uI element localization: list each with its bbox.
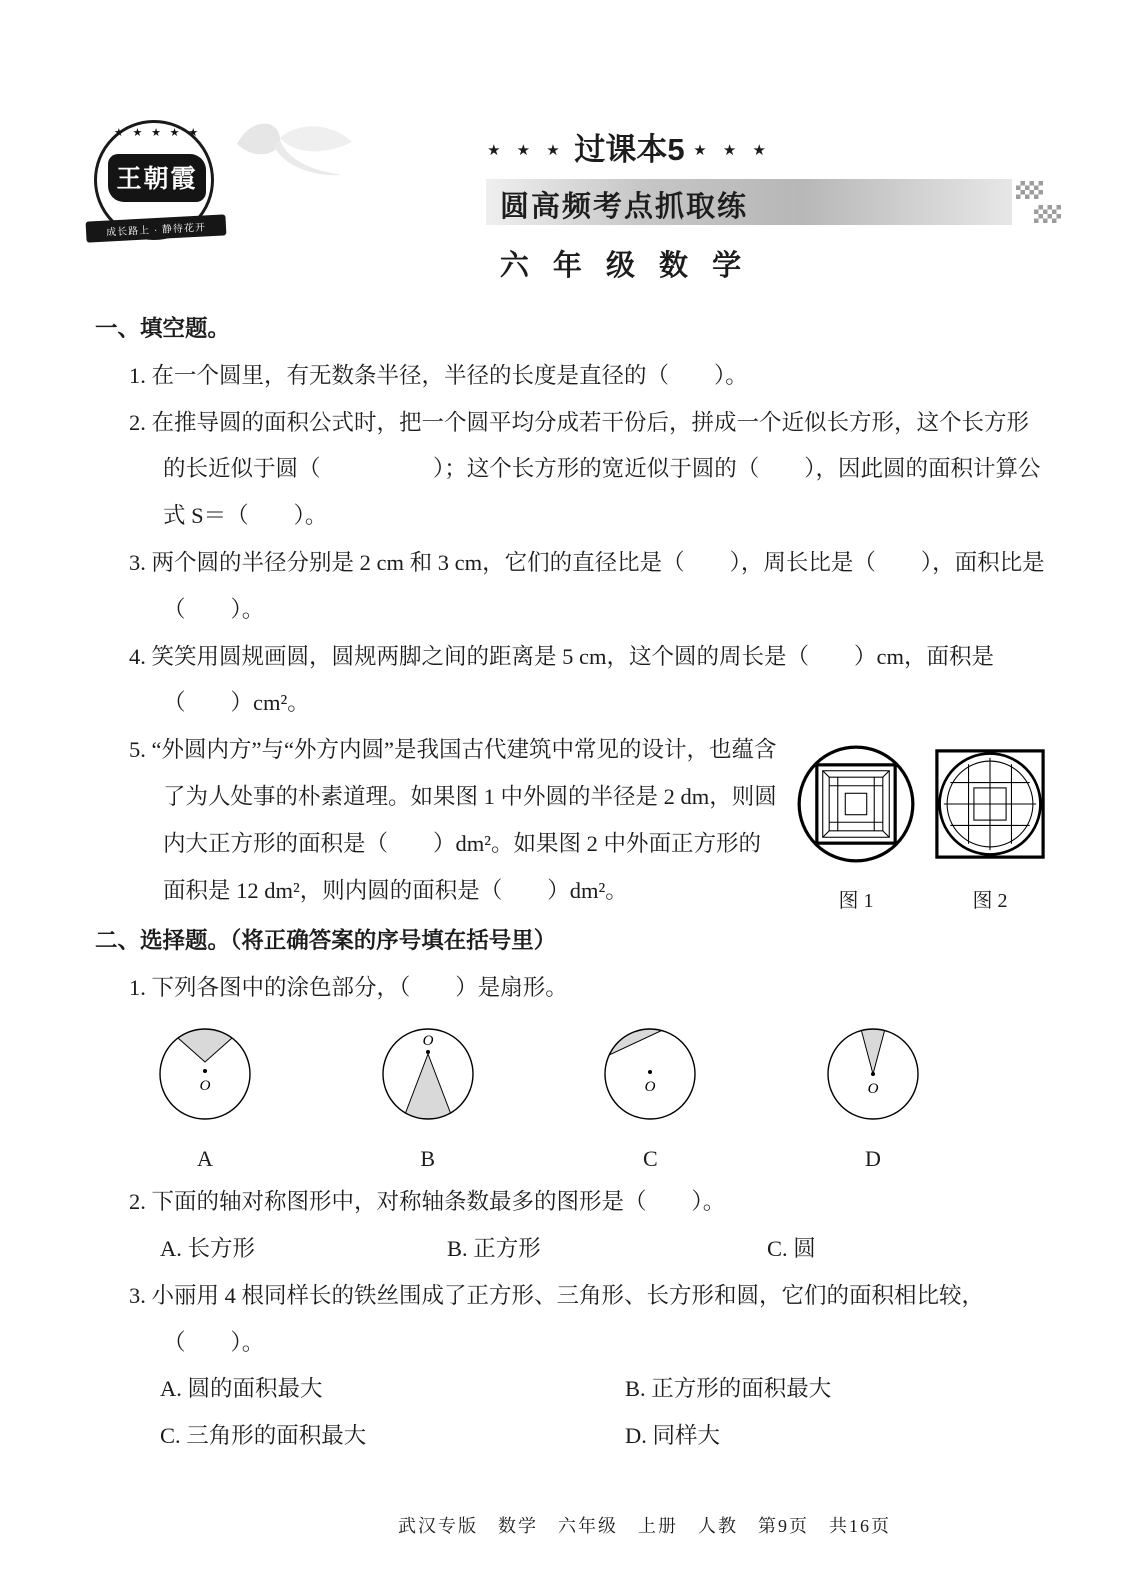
title-stars-left-icon: ★ ★ ★ xyxy=(487,142,566,159)
q3-option-c: C. 三角形的面积最大 xyxy=(160,1423,367,1449)
option-c-label: C xyxy=(642,1146,658,1172)
figure-1-block xyxy=(797,745,915,914)
banner-row xyxy=(0,179,1139,227)
fill-item-4: 4. 笑笑用圆规画圆，圆规两脚之间的距离是 5 cm，这个圆的周长是（ ）cm，面积是（ ）cm²。 xyxy=(129,643,994,716)
checker-decoration-icon xyxy=(1016,181,1043,199)
center-label: O xyxy=(422,1032,434,1049)
fill-item-5 xyxy=(129,727,1049,914)
logo-brand-name: 王朝霞 xyxy=(108,154,206,202)
choice-q3-text: 3. 小丽用 4 根同样长的铁丝围成了正方形、三角形、长方形和圆，它们的面积相比较，（ ）。 xyxy=(129,1282,985,1355)
q2-option-c: C. 圆 xyxy=(767,1235,816,1261)
q3-option-b: B. 正方形的面积最大 xyxy=(625,1376,832,1402)
center-dot-icon xyxy=(203,1069,207,1073)
square-outside-circle-inside-figure xyxy=(931,745,1049,863)
circle-d-figure xyxy=(823,1024,923,1124)
banner-title: 圆高频考点抓取练 xyxy=(486,179,1012,225)
page-footer: 武汉专版 数学 六年级 上册 人教 第9页 共16页 xyxy=(398,1516,891,1536)
center-dot-icon xyxy=(426,1050,430,1054)
center-label: O xyxy=(199,1077,211,1094)
circle-option-c xyxy=(598,1024,702,1176)
fill-item-3: 3. 两个圆的半径分别是 2 cm 和 3 cm，它们的直径比是（ ），周长比是（ ），面积比是（ ）。 xyxy=(129,549,1045,622)
figure-2-block xyxy=(931,745,1049,914)
choice-q2-options xyxy=(160,1226,1049,1273)
center-dot-icon xyxy=(871,1072,875,1076)
circle-option-a xyxy=(153,1024,257,1176)
choice-q2-text: 2. 下面的轴对称图形中，对称轴条数最多的图形是（ ）。 xyxy=(129,1189,726,1215)
item-5-figures xyxy=(797,745,1049,914)
center-label: O xyxy=(644,1078,656,1095)
figure-2-label: 图 2 xyxy=(972,889,1008,912)
fill-item-5-text: 5. “外圆内方”与“外方内圆”是我国古代建筑中常见的设计，也蕴含了为人处事的朴素道理。如果图 1 中外圆的半径是 2 dm，则圆内大正方形的面积是（ ）dm²。如果图 2 中外面正方形的面积是 12 dm²，则内圆的面积是（ ）dm²。 xyxy=(129,737,777,903)
title-stars-right-icon: ★ ★ ★ xyxy=(693,142,772,159)
option-d-label: D xyxy=(865,1146,881,1172)
option-b-label: B xyxy=(420,1146,435,1172)
ribbon-decoration-icon xyxy=(212,112,382,187)
page-title-text: 过课本5 xyxy=(574,132,685,167)
circle-b-figure xyxy=(378,1024,478,1124)
q3-option-a: A. 圆的面积最大 xyxy=(160,1376,323,1402)
section-2-heading: 二、选择题。（将正确答案的序号填在括号里） xyxy=(95,927,557,953)
circle-a-figure xyxy=(155,1024,255,1124)
figure-1-label: 图 1 xyxy=(838,889,874,912)
circle-option-d xyxy=(821,1024,925,1176)
option-a-label: A xyxy=(197,1146,213,1172)
center-label: O xyxy=(867,1080,879,1097)
logo-slogan: 成长路上 · 静待花开 xyxy=(86,214,227,242)
circle-c-figure xyxy=(600,1024,700,1124)
checker-decoration-icon xyxy=(1034,205,1061,223)
worksheet-content xyxy=(0,284,1139,1460)
fill-item-2: 2. 在推导圆的面积公式时，把一个圆平均分成若干份后，拼成一个近似长方形，这个长方形的长近似于圆（ ）；这个长方形的宽近似于圆的（ ），因此圆的面积计算公式 S＝（ ）。 xyxy=(129,409,1041,529)
center-dot-icon xyxy=(648,1070,652,1074)
section-1-heading: 一、填空题。 xyxy=(95,316,231,341)
logo-stars-icon: ★ ★ ★ ★ ★ xyxy=(113,127,202,139)
q2-option-a: A. 长方形 xyxy=(160,1235,255,1261)
circle-outside-square-inside-figure xyxy=(797,745,915,863)
choice-q1-text: 1. 下列各图中的涂色部分，（ ）是扇形。 xyxy=(129,974,568,1000)
grade-subject-title: 六 年 级 数 学 xyxy=(499,250,750,282)
choice-q1-figures xyxy=(153,1024,925,1176)
choice-q3-options xyxy=(160,1366,1049,1460)
q3-option-d: D. 同样大 xyxy=(625,1423,720,1449)
q2-option-b: B. 正方形 xyxy=(447,1235,541,1261)
fill-item-1: 1. 在一个圆里，有无数条半径，半径的长度是直径的（ ）。 xyxy=(129,362,748,388)
circle-option-b xyxy=(376,1024,480,1176)
